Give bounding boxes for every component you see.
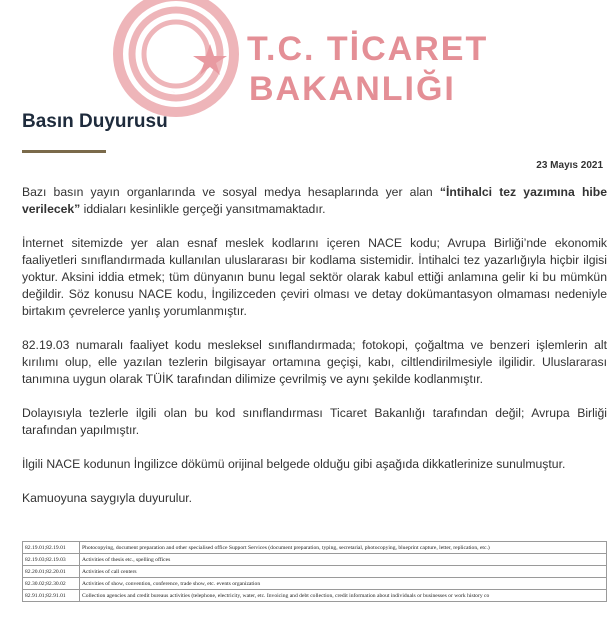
table-row [23,542,607,554]
announcement-body [22,184,607,524]
logo-line-2: BAKANLIĞI [249,70,456,108]
ministry-logo [0,0,616,120]
nace-code: 82.19.03;82.19.03 [23,554,80,566]
nace-code-table [22,541,607,602]
paragraph-5: İlgili NACE kodunun İngilizce dökümü orijinal belgede olduğu gibi aşağıda dikkatlerinize sunulmuştur. [22,457,566,471]
paragraph-1 [22,184,607,218]
table-row [23,566,607,578]
publish-date: 23 Mayıs 2021 [536,160,603,171]
table-row [23,554,607,566]
nace-code: 82.19.01;82.19.01 [23,542,80,554]
nace-description: Activities of show, convention, conference, trade show, etc. events organization [80,578,607,590]
closing-line: Kamuoyuna saygıyla duyurulur. [22,491,193,505]
table-row [23,578,607,590]
nace-description: Activities of thesis etc., spelling offices [80,554,607,566]
paragraph-4: Dolayısıyla tezlerle ilgili olan bu kod sınıflandırması Ticaret Bakanlığı tarafından değil; Avrupa Birliği tarafından yapılmıştır. [22,406,607,437]
title-divider [22,150,106,153]
logo-line-1: T.C. TİCARET [247,30,489,68]
nace-code: 82.91.01;82.91.01 [23,590,80,602]
quoted-claim: “İntihalci tez yazımına hibe verilecek” [22,185,607,216]
nace-description: Activities of call centers [80,566,607,578]
paragraph-1-lead: Bazı basın yayın organlarında ve sosyal medya hesaplarında yer alan [22,185,440,199]
logo-wordmark [247,32,488,106]
nace-description: Collection agencies and credit bureaus activities (telephone, electricity, water, etc. Invoicing and debt collection, credit information about individuals or businesses or work history co [80,590,607,602]
paragraph-1-tail: iddiaları kesinlikle gerçeği yansıtmamaktadır. [80,202,326,216]
table-row [23,590,607,602]
nace-description: Photocopying, document preparation and other specialised office Support Services (document preparation, typing, secretarial, photocopying, blueprint capture, letter, replication, etc.) [80,542,607,554]
nace-code: 82.20.01;82.20.01 [23,566,80,578]
page-title: Basın Duyurusu [22,111,168,132]
nace-code: 82.30.02;82.30.02 [23,578,80,590]
paragraph-2: İnternet sitemizde yer alan esnaf meslek kodlarını içeren NACE kodu; Avrupa Birliği’nde ekonomik faaliyetleri sınıflandırmada kullanılan uluslararası bir kodlama sistemidir. İntihalci tez yazarlığıyla hiçbir ilgisi yoktur. Aksini iddia etmek; tüm dünyanın bunu legal sektör olarak kabul ettiği anlamına gelir ki bu mümkün değildir. Söz konusu NACE kodu, İngilizceden çeviri olması ve detay dokümantasyon olmaması nedeniyle birtakım çevrelerce yanlış yorumlanmıştır. [22,236,607,318]
paragraph-3: 82.19.03 numaralı faaliyet kodu mesleksel sınıflandırmada; fotokopi, çoğaltma ve benzeri işlemlerin alt kırılımı olup, elle yazılan tezlerin bilgisayar ortamına geçişi, kabı, ciltlendirilmesiyle ilgilidir. Uluslararası tanımına uygun olarak TÜİK tarafından dilimize çevrilmiş ve aynı şekilde kodlanmıştır. [22,338,607,386]
